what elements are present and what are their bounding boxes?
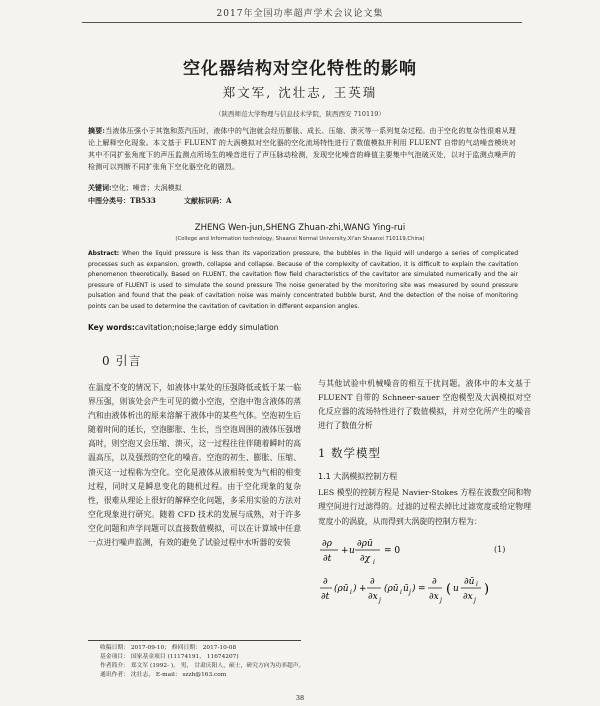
svg-text:j: j <box>440 596 442 604</box>
keywords-cn-label: 关键词: <box>88 183 112 192</box>
svg-text:=: = <box>418 583 426 594</box>
abstract-en <box>88 249 518 312</box>
section-1-heading: 1 数学模型 <box>318 446 381 461</box>
keywords-cn <box>88 183 182 193</box>
svg-text:+: + <box>341 545 349 556</box>
svg-text:∂: ∂ <box>323 576 328 587</box>
right-intro-text: 与其他试验中机械噪音的相互干扰问题。液体中的本文基于 FLUENT 自带的 Schneer-sauer 空泡模型及大涡模拟对空化反应器的流场特性进行了数值模拟，并对空化所产生的噪音进行了数值分析 <box>318 379 531 431</box>
subsection-1-1-heading: 1.1 大涡模拟控制方程 <box>318 472 398 482</box>
svg-text:ū: ū <box>403 583 409 594</box>
svg-text:i: i <box>350 588 352 596</box>
running-head: 2017年全国功率超声学术会议论文集 <box>216 9 384 19</box>
svg-text:∂χ: ∂χ <box>360 553 371 564</box>
svg-text:∂: ∂ <box>432 576 437 587</box>
svg-text:j: j <box>379 596 381 604</box>
paper-title: 空化器结构对空化特性的影响 <box>183 59 417 79</box>
svg-text:∂t: ∂t <box>323 553 332 564</box>
document-code: 文献标识码：A <box>183 196 232 205</box>
svg-text:i: i <box>373 558 375 566</box>
section-0-heading: 0 引言 <box>102 354 142 368</box>
header-rule <box>82 22 522 23</box>
svg-text:i: i <box>476 580 478 588</box>
abstract-en-text: When the liquid pressure is less than its vaporization pressure, the bubbles in the liquid will undergo a series of complicated processes such as expansion, growth, collapse and collapse. Because of the complexity of cavitation, it is difficult to explain the cavitation phenomenon theoretically. Based on FLUENT, the cavitation flow field characteristics of the cavitator are simulated numerically and the air pressure of FLUENT is used to simulate the sound pressure The noise generated by the monitoring site was measured by sound pressure pulsation and found that the peak of cavitation noise was mainly concentrated bubble burst, And the detection of the noise of monitoring points can be used to determine the cavitation of cavitation in different expansion angles. <box>88 250 518 310</box>
equation-1 <box>318 533 531 571</box>
section-1-text: LES 模型的控制方程是 Navier-Stokes 方程在波数空间和物理空间进行过滤得的。过滤的过程去掉比过滤宽度或给定物理宽度小的涡旋，从而得到大涡旋的控制方程为： <box>318 488 531 526</box>
section-0-text: 在温度不变的情况下，如液体中某处的压强降低或低于某一临界压强，则该处会产生可见的微小空泡，空泡中饱含液体的蒸汽和由液体析出的原来溶解于液体中的某些气体。空泡初生后随着时间的延长，空泡膨胀、生长，当空泡周围的液体压强增高时，则空泡又会压缩、溃灭，这一过程往往伴随着瞬时的高温高压，以及强烈的空化的噪音。空泡的初生、膨胀、压缩、溃灭这一过程称为空化。空化是液体从液相转变为气相的相变过程，同时又是瞬息变化的随机过程。由于空化现象的复杂性，很难从理论上很好的解释空化问题，多采用实验的方法对空化现象进行研究。随着 CFD 技术的发展与成熟，对于许多空化问题和声学问题可以直接数值模拟，可以在计算域中任意一点进行噪声监测，有效的避免了试验过程中水听器的安装 <box>88 383 301 548</box>
clc-code: 中图分类号：TB533 <box>88 196 156 205</box>
page-number: 38 <box>295 694 305 702</box>
abstract-cn <box>88 125 516 173</box>
abstract-en-label: Abstract: <box>88 250 120 257</box>
keywords-cn-text: 空化；噪音；大涡模拟 <box>111 184 182 192</box>
affiliation-cn: （陕西师范大学物理与信息技术学院，陕西西安 710119） <box>215 110 385 118</box>
keywords-en <box>88 323 518 332</box>
footnotes <box>100 644 310 680</box>
keywords-en-text: cavitation;noise;large eddy simulation <box>134 323 279 332</box>
svg-text:): ) <box>484 581 490 597</box>
svg-text:u: u <box>453 583 459 594</box>
svg-text:∂ū: ∂ū <box>464 576 475 587</box>
footnote-rule <box>88 640 301 641</box>
svg-text:): ) <box>412 583 416 594</box>
svg-text:u: u <box>349 545 355 556</box>
right-column <box>318 377 531 609</box>
abstract-cn-label: 摘要: <box>88 126 106 135</box>
svg-text:∂x: ∂x <box>368 591 378 602</box>
svg-text:∂x: ∂x <box>429 591 439 602</box>
classification-line <box>88 196 516 206</box>
equation-1-formula <box>318 533 488 571</box>
svg-text:): ) <box>353 583 357 594</box>
equation-1-number: (1) <box>494 544 506 554</box>
footnote-contact: 通讯作者： 沈壮志， E-mail： szzh@163.com <box>100 672 227 678</box>
authors-en: ZHENG Wen-jun,SHENG Zhuan-zhi,WANG Ying-rui <box>194 223 406 233</box>
equation-2-formula <box>318 571 531 609</box>
svg-text:∂: ∂ <box>370 576 375 587</box>
footnote-author: 作者简介： 郑文军 (1992- )， 男， 甘肃庆阳人，硕士，研究方向为功率超声。 <box>100 663 305 669</box>
svg-text:= 0: = 0 <box>384 545 401 556</box>
svg-text:∂ρ: ∂ρ <box>322 538 332 549</box>
svg-text:i: i <box>400 588 402 596</box>
svg-text:(ρū: (ρū <box>384 583 399 594</box>
svg-text:∂ρū: ∂ρū <box>357 538 373 549</box>
svg-text:∂x: ∂x <box>463 591 473 602</box>
keywords-en-label: Key words: <box>88 323 135 332</box>
footnote-fund: 基金项目： 国家基金项目 (11174191， 11674207) <box>100 654 239 660</box>
abstract-cn-text: 当液体压强小于其饱和蒸汽压时，液体中的气泡就会经历膨胀、成长、压缩、溃灭等一系列复杂过程。由于空化的复杂性很难从理论上解释空化现象。本文基于 FLUENT 的大涡模拟对空化器的空化流场特性进行了数值模拟并利用 FLUENT 自带的气动噪音模块对其中不同扩张角度下的声压监测点所场生的噪音进行了声压脉动检测，发现空化噪音的峰值主要集中气泡破灭处，以对于监测点噪声的检测可以判断不同扩张角下空化器空化的剧烈。 <box>88 127 516 171</box>
svg-text:∂t: ∂t <box>321 591 330 602</box>
svg-text:j: j <box>474 596 476 604</box>
svg-text:j: j <box>409 588 411 596</box>
left-column <box>88 352 301 550</box>
svg-text:+: + <box>359 583 367 594</box>
authors-cn: 郑文军, 沈壮志, 王英瑞 <box>222 85 378 100</box>
affiliation-en: (College and Information technology, Shaanxi Normal University,Xi'an Shaanxi 710119,China) <box>175 236 425 242</box>
svg-text:(ρū: (ρū <box>334 583 349 594</box>
svg-text:(: ( <box>446 581 452 597</box>
footnote-received: 收稿日期： 2017-09-10； 修回日期： 2017-10-08 <box>100 645 237 651</box>
equation-2 <box>318 571 531 609</box>
